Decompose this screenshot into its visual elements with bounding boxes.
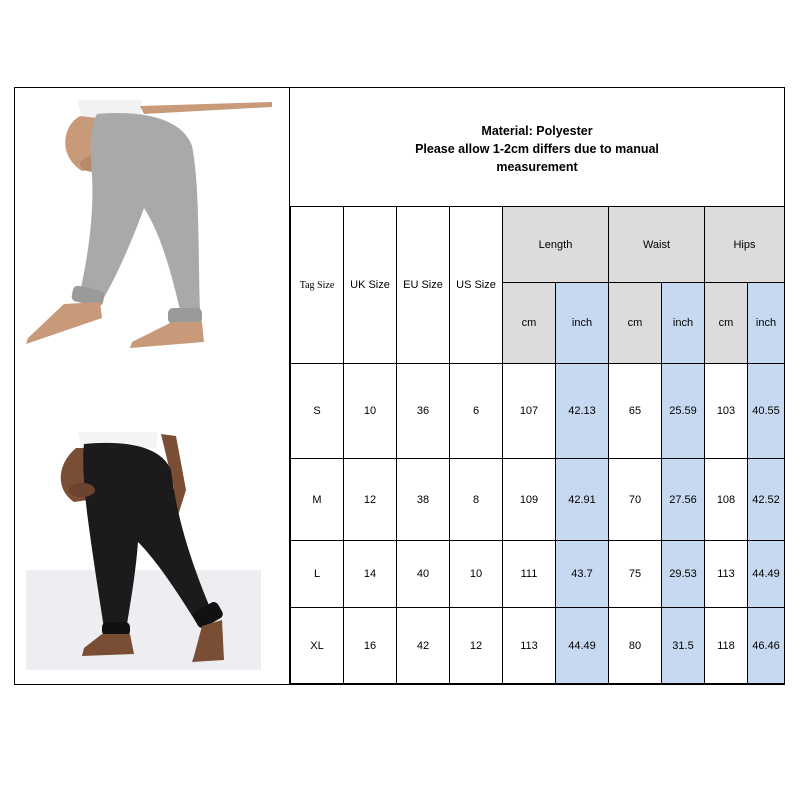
cell-length-inch: 42.91 (556, 459, 609, 541)
cell-hips-cm: 113 (705, 541, 748, 608)
cell-tag: S (291, 364, 344, 459)
cell-hips-inch: 44.49 (748, 541, 785, 608)
cell-uk: 16 (344, 608, 397, 684)
black-joggers-photo (26, 430, 261, 670)
unit-waist-cm: cm (609, 283, 662, 364)
measurement-note-line2: measurement (496, 160, 578, 174)
col-header-hips: Hips (705, 207, 785, 283)
model-arm (140, 102, 272, 114)
cell-hips-inch: 46.46 (748, 608, 785, 684)
table-row (291, 541, 785, 608)
size-table (290, 206, 785, 684)
cell-length-inch: 44.49 (556, 608, 609, 684)
cell-eu: 36 (397, 364, 450, 459)
size-chart-header (290, 88, 784, 207)
table-row (291, 459, 785, 541)
cell-waist-inch: 25.59 (662, 364, 705, 459)
unit-length-cm: cm (503, 283, 556, 364)
cell-tag: XL (291, 608, 344, 684)
cell-hips-inch: 42.52 (748, 459, 785, 541)
cell-us: 6 (450, 364, 503, 459)
grey-pants (80, 113, 200, 318)
cell-eu: 38 (397, 459, 450, 541)
cell-us: 10 (450, 541, 503, 608)
cell-us: 8 (450, 459, 503, 541)
unit-hips-cm: cm (705, 283, 748, 364)
pants-cuff-left (102, 622, 130, 636)
col-header-length: Length (503, 207, 609, 283)
cell-length-cm: 107 (503, 364, 556, 459)
col-header-uk-size: UK Size (344, 207, 397, 364)
model-hand (69, 483, 95, 497)
col-header-waist: Waist (609, 207, 705, 283)
cell-waist-cm: 70 (609, 459, 662, 541)
cell-length-inch: 42.13 (556, 364, 609, 459)
cell-hips-inch: 40.55 (748, 364, 785, 459)
unit-hips-inch: inch (748, 283, 785, 364)
cell-length-inch: 43.7 (556, 541, 609, 608)
cell-tag: L (291, 541, 344, 608)
model-foot-right (130, 322, 204, 348)
unit-waist-inch: inch (662, 283, 705, 364)
unit-length-inch: inch (556, 283, 609, 364)
cell-us: 12 (450, 608, 503, 684)
cell-length-cm: 113 (503, 608, 556, 684)
cell-hips-cm: 103 (705, 364, 748, 459)
col-header-tag-size: Tag Size (291, 207, 344, 364)
cell-eu: 40 (397, 541, 450, 608)
pants-cuff-right (168, 308, 202, 324)
col-header-us-size: US Size (450, 207, 503, 364)
grey-joggers-photo (22, 96, 277, 358)
cell-tag: M (291, 459, 344, 541)
cell-waist-inch: 31.5 (662, 608, 705, 684)
cell-length-cm: 109 (503, 459, 556, 541)
cell-waist-inch: 27.56 (662, 459, 705, 541)
cell-eu: 42 (397, 608, 450, 684)
cell-hips-cm: 118 (705, 608, 748, 684)
cell-waist-cm: 75 (609, 541, 662, 608)
table-row (291, 608, 785, 684)
cell-waist-cm: 80 (609, 608, 662, 684)
cell-uk: 10 (344, 364, 397, 459)
cell-uk: 12 (344, 459, 397, 541)
col-header-eu-size: EU Size (397, 207, 450, 364)
cell-length-cm: 111 (503, 541, 556, 608)
cell-waist-cm: 65 (609, 364, 662, 459)
cell-uk: 14 (344, 541, 397, 608)
measurement-note-line1: Please allow 1-2cm differs due to manual (415, 142, 659, 156)
material-text: Material: Polyester (481, 124, 593, 138)
floor-background (26, 570, 261, 670)
cell-waist-inch: 29.53 (662, 541, 705, 608)
table-row (291, 364, 785, 459)
model-foot-left (26, 302, 102, 344)
cell-hips-cm: 108 (705, 459, 748, 541)
